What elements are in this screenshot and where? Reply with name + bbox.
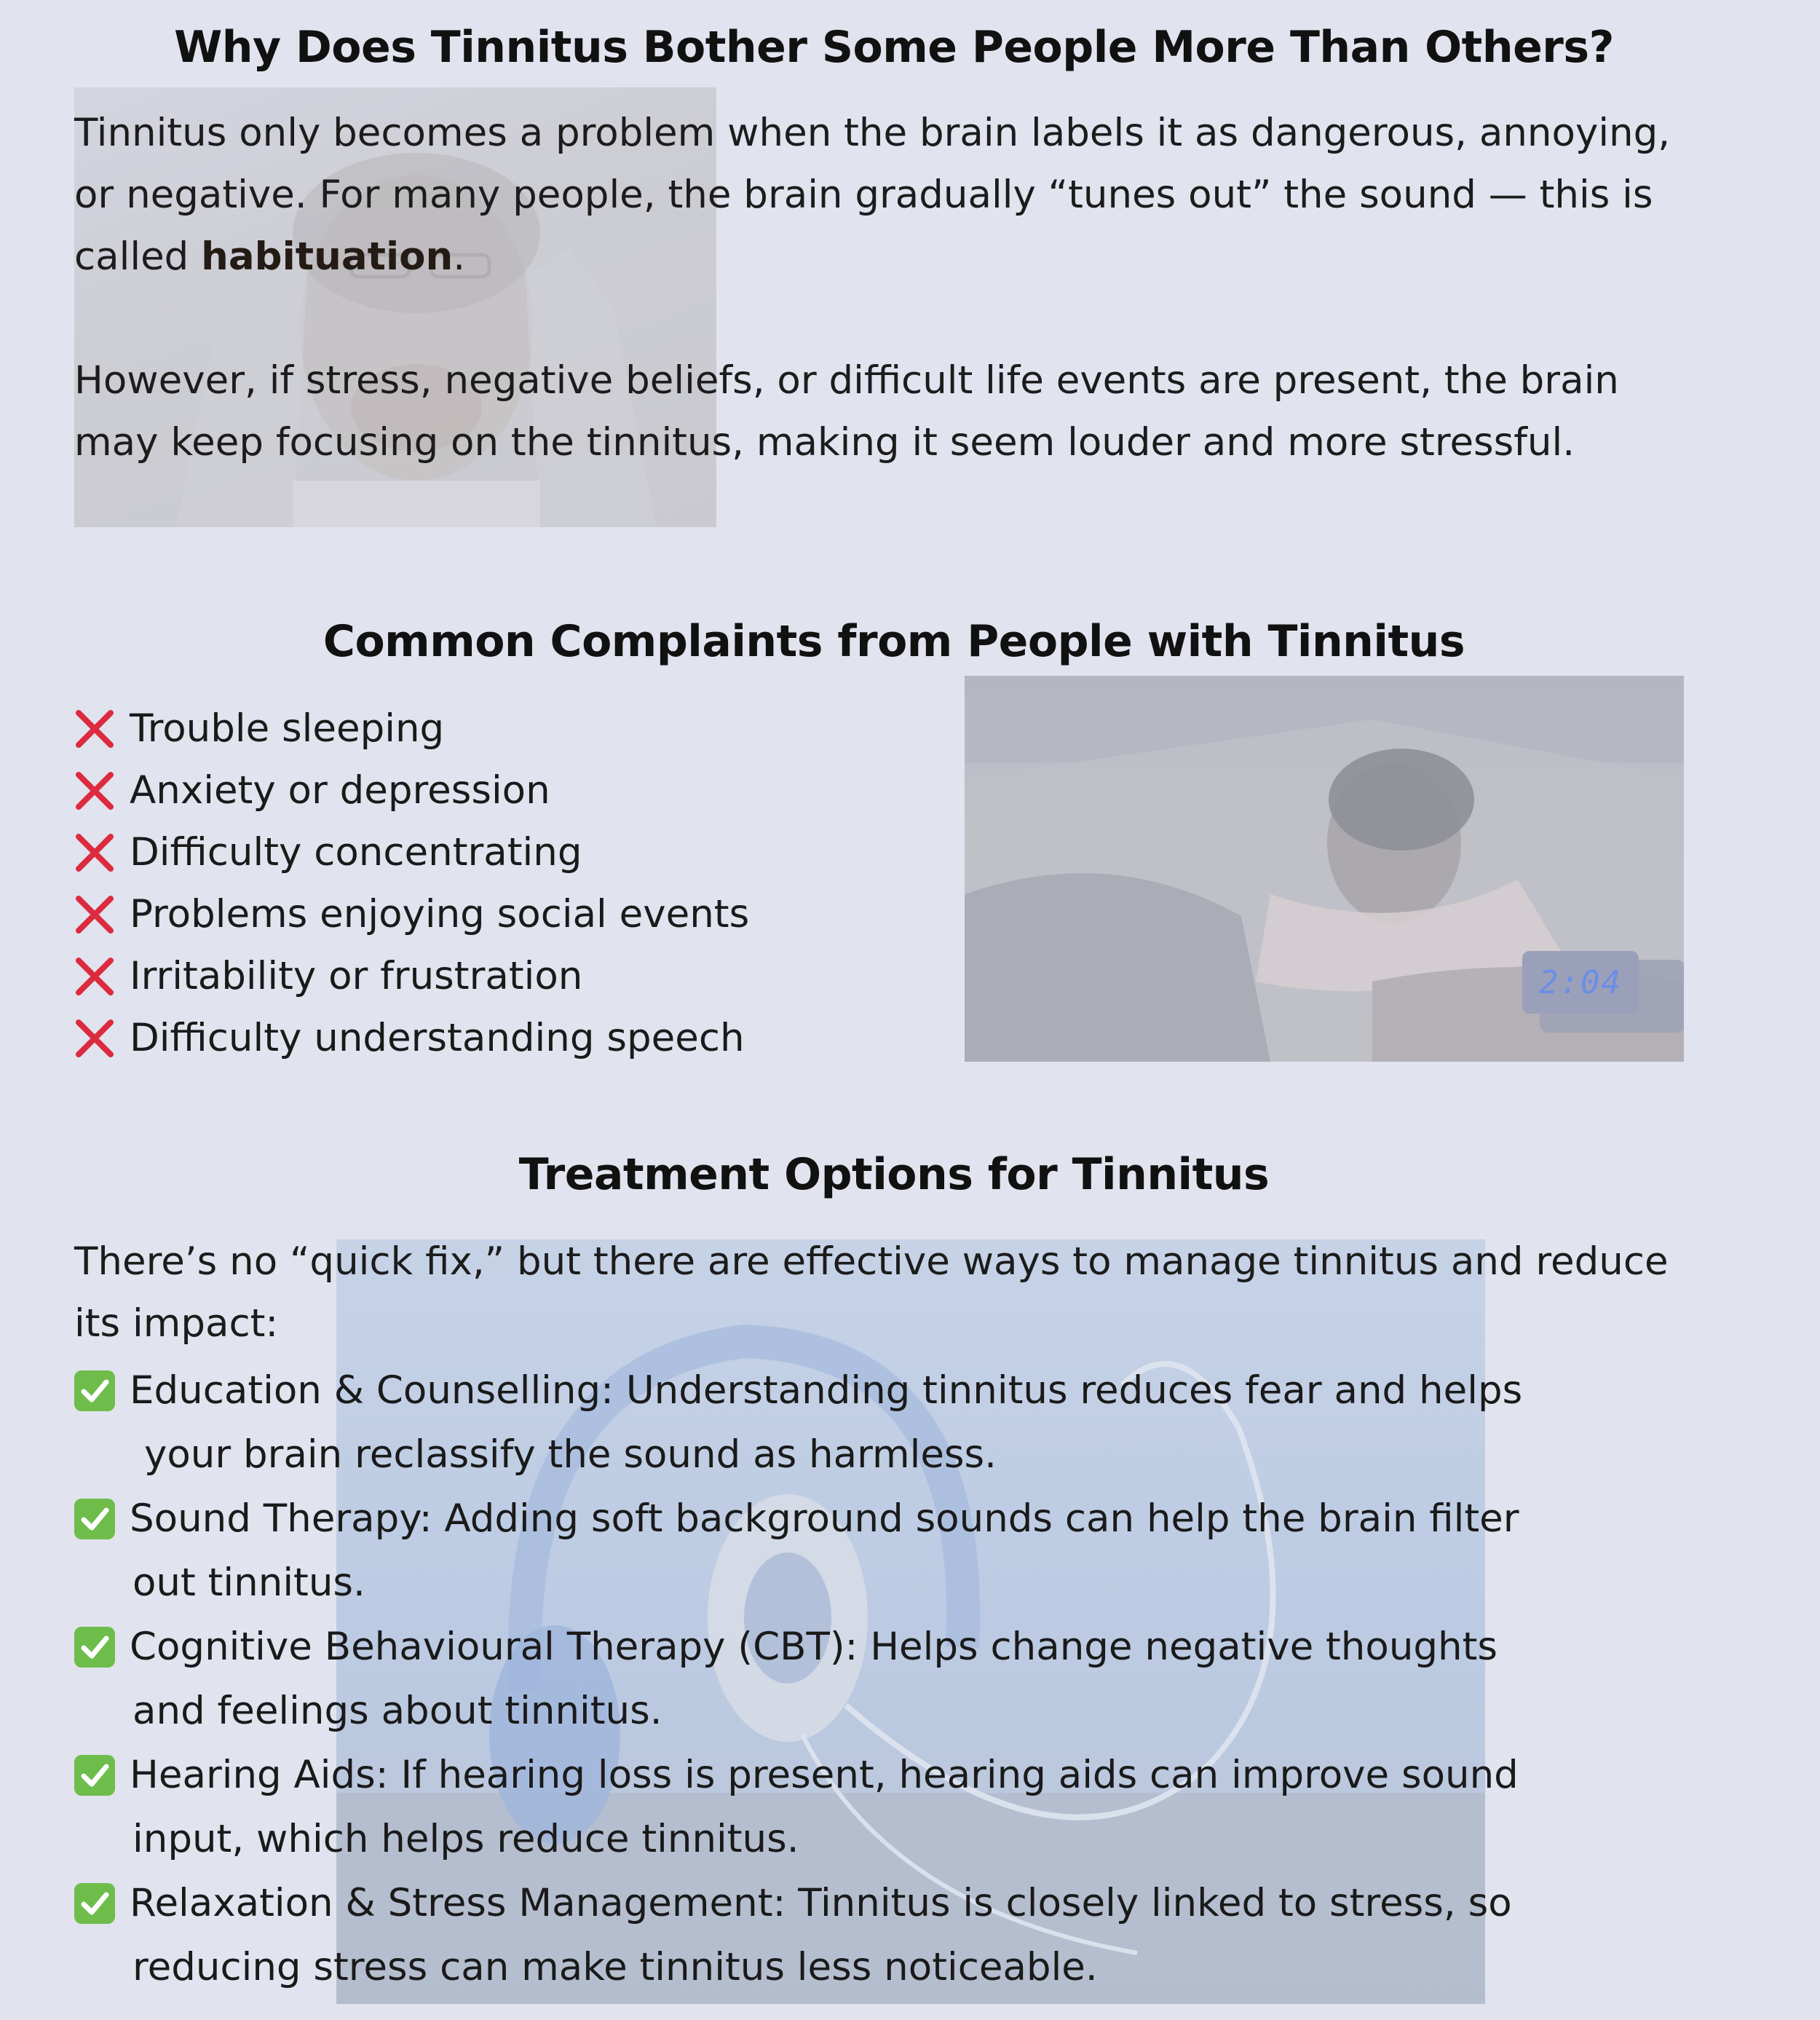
list-item [74, 1743, 1712, 1871]
treatment-intro: There’s no “quick fix,” but there are effective ways to manage tinnitus and reduce its impact: [74, 1239, 1669, 1346]
complaint-label: Irritability or frustration [130, 954, 583, 998]
check-mark-icon [74, 1755, 115, 1796]
cross-mark-icon [74, 770, 115, 811]
complaint-label: Trouble sleeping [130, 706, 445, 751]
list-item [74, 945, 749, 1007]
treatment-line-1: Relaxation & Stress Management: Tinnitus is closely linked to stress, so [130, 1881, 1512, 1925]
treatment-line-2: your brain reclassify the sound as harmless. [144, 1432, 997, 1477]
treatment-line-2: out tinnitus. [132, 1561, 365, 1605]
complaint-label: Problems enjoying social events [130, 892, 750, 936]
treatment-line-1: Education & Counselling: Understanding tinnitus reduces fear and helps [130, 1368, 1523, 1413]
treatment-line-2: and feelings about tinnitus. [132, 1689, 662, 1733]
check-mark-icon [74, 1499, 115, 1539]
habituation-term: habituation [201, 234, 454, 279]
habituation-text-after: . [453, 234, 466, 279]
list-item [74, 1871, 1712, 2000]
section-1-title: Why Does Tinnitus Bother Some People More Than Others? [174, 22, 1614, 73]
treatment-line-1: Hearing Aids: If hearing loss is present, hearing aids can improve sound [130, 1753, 1519, 1797]
complaint-label: Difficulty concentrating [130, 830, 582, 875]
section-2-title: Common Complaints from People with Tinnitus [323, 616, 1465, 667]
treatment-line-1: Sound Therapy: Adding soft background sounds can help the brain filter [130, 1496, 1519, 1541]
list-item [74, 760, 749, 821]
habituation-text-before: Tinnitus only becomes a problem when the brain labels it as dangerous, annoying, or negative. For many people, the brain gradually “tunes out” the sound — this is called [74, 111, 1671, 279]
treatment-line-2: reducing stress can make tinnitus less noticeable. [132, 1945, 1098, 1989]
stress-paragraph: However, if stress, negative beliefs, or difficult life events are present, the brain may keep focusing on the tinnitus, making it seem louder and more stressful. [74, 358, 1619, 465]
complaint-label: Difficulty understanding speech [130, 1016, 745, 1060]
habituation-paragraph [74, 102, 1698, 288]
treatment-line-1: Cognitive Behavioural Therapy (CBT): Helps change negative thoughts [130, 1625, 1498, 1669]
list-item [74, 821, 749, 883]
check-mark-icon [74, 1370, 115, 1411]
section-3-title: Treatment Options for Tinnitus [518, 1149, 1270, 1200]
list-item [74, 1007, 749, 1069]
list-item [74, 1615, 1712, 1743]
cross-mark-icon [74, 709, 115, 749]
list-item [74, 698, 749, 760]
cross-mark-icon [74, 956, 115, 997]
cross-mark-icon [74, 832, 115, 873]
cross-mark-icon [74, 1018, 115, 1059]
complaints-list [74, 698, 749, 1069]
list-item [74, 883, 749, 945]
treatments-list [74, 1359, 1712, 2000]
list-item [74, 1359, 1712, 1487]
list-item [74, 1487, 1712, 1615]
complaint-label: Anxiety or depression [130, 768, 550, 813]
treatment-line-2: input, which helps reduce tinnitus. [132, 1817, 799, 1861]
check-mark-icon [74, 1883, 115, 1924]
alarm-clock-display: 2:04 [1522, 951, 1639, 1014]
cross-mark-icon [74, 894, 115, 935]
check-mark-icon [74, 1627, 115, 1668]
